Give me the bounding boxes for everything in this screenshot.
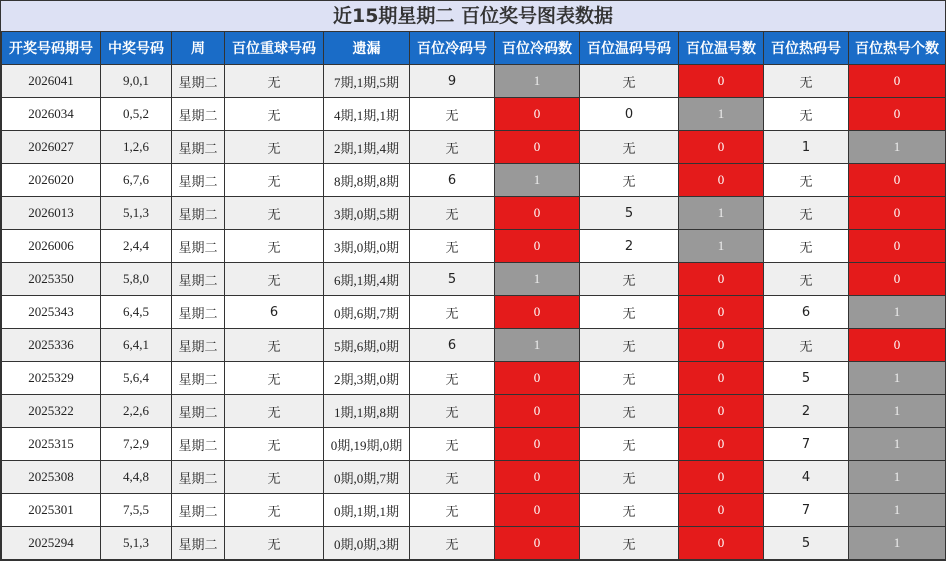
number-cell: 6,7,6 [101,164,172,197]
hot-no-cell: 5 [764,527,849,560]
header-cold-no: 百位冷码号 [410,32,495,65]
repeat-cell: 无 [225,527,324,560]
cold-no-cell: 无 [410,197,495,230]
cold-no-cell: 5 [410,263,495,296]
table-row [2,395,946,428]
repeat-cell: 无 [225,65,324,98]
number-cell: 5,8,0 [101,263,172,296]
miss-cell: 6期,1期,4期 [324,263,410,296]
hot-no-cell: 无 [764,329,849,362]
cold-count-cell: 0 [495,527,580,560]
week-cell: 星期二 [172,131,225,164]
data-table [1,32,946,560]
miss-cell: 4期,1期,1期 [324,98,410,131]
warm-no-cell: 无 [580,65,679,98]
hot-no-cell: 6 [764,296,849,329]
hot-count-cell: 1 [849,131,946,164]
hot-no-cell: 无 [764,263,849,296]
cold-no-cell: 无 [410,494,495,527]
week-cell: 星期二 [172,461,225,494]
number-cell: 1,2,6 [101,131,172,164]
warm-count-cell: 0 [679,428,764,461]
warm-count-cell: 0 [679,131,764,164]
miss-cell: 0期,6期,7期 [324,296,410,329]
hot-count-cell: 1 [849,296,946,329]
cold-count-cell: 0 [495,461,580,494]
hot-no-cell: 4 [764,461,849,494]
week-cell: 星期二 [172,362,225,395]
table-row [2,98,946,131]
warm-count-cell: 0 [679,461,764,494]
miss-cell: 8期,8期,8期 [324,164,410,197]
miss-cell: 5期,6期,0期 [324,329,410,362]
cold-count-cell: 0 [495,428,580,461]
week-cell: 星期二 [172,263,225,296]
cold-count-cell: 0 [495,395,580,428]
hot-count-cell: 0 [849,164,946,197]
issue-cell: 2026020 [2,164,101,197]
cold-count-cell: 1 [495,65,580,98]
hot-count-cell: 0 [849,197,946,230]
cold-no-cell: 无 [410,527,495,560]
repeat-cell: 无 [225,98,324,131]
number-cell: 5,1,3 [101,197,172,230]
issue-cell: 2025294 [2,527,101,560]
issue-cell: 2025336 [2,329,101,362]
week-cell: 星期二 [172,197,225,230]
table-row [2,329,946,362]
miss-cell: 0期,0期,7期 [324,461,410,494]
cold-count-cell: 0 [495,494,580,527]
cold-no-cell: 6 [410,329,495,362]
repeat-cell: 无 [225,428,324,461]
issue-cell: 2026041 [2,65,101,98]
repeat-cell: 6 [225,296,324,329]
cold-no-cell: 无 [410,296,495,329]
page-title: 近15期星期二 百位奖号图表数据 [1,1,945,32]
repeat-cell: 无 [225,164,324,197]
repeat-cell: 无 [225,494,324,527]
hot-count-cell: 1 [849,527,946,560]
week-cell: 星期二 [172,527,225,560]
hot-no-cell: 5 [764,362,849,395]
cold-count-cell: 0 [495,98,580,131]
cold-no-cell: 无 [410,395,495,428]
warm-count-cell: 0 [679,65,764,98]
number-cell: 4,4,8 [101,461,172,494]
miss-cell: 2期,3期,0期 [324,362,410,395]
number-cell: 2,2,6 [101,395,172,428]
hot-no-cell: 无 [764,197,849,230]
table-row [2,494,946,527]
warm-no-cell: 无 [580,395,679,428]
warm-count-cell: 0 [679,296,764,329]
number-cell: 7,2,9 [101,428,172,461]
hot-count-cell: 0 [849,98,946,131]
week-cell: 星期二 [172,428,225,461]
issue-cell: 2026013 [2,197,101,230]
table-row [2,527,946,560]
week-cell: 星期二 [172,98,225,131]
miss-cell: 7期,1期,5期 [324,65,410,98]
table-row [2,362,946,395]
table-row [2,296,946,329]
warm-no-cell: 2 [580,230,679,263]
hot-count-cell: 0 [849,263,946,296]
warm-count-cell: 1 [679,98,764,131]
table-header-row [2,32,946,65]
miss-cell: 3期,0期,5期 [324,197,410,230]
cold-no-cell: 无 [410,461,495,494]
issue-cell: 2026034 [2,98,101,131]
header-week: 周 [172,32,225,65]
header-repeat: 百位重球号码 [225,32,324,65]
repeat-cell: 无 [225,197,324,230]
table-row [2,65,946,98]
table-row [2,230,946,263]
number-cell: 7,5,5 [101,494,172,527]
warm-no-cell: 无 [580,461,679,494]
cold-count-cell: 1 [495,329,580,362]
repeat-cell: 无 [225,131,324,164]
cold-no-cell: 6 [410,164,495,197]
cold-no-cell: 无 [410,98,495,131]
hot-no-cell: 7 [764,494,849,527]
cold-count-cell: 0 [495,197,580,230]
issue-cell: 2025329 [2,362,101,395]
header-cold-count: 百位冷码数 [495,32,580,65]
hot-no-cell: 无 [764,164,849,197]
number-cell: 6,4,5 [101,296,172,329]
issue-cell: 2025301 [2,494,101,527]
cold-count-cell: 0 [495,296,580,329]
warm-count-cell: 0 [679,329,764,362]
header-miss: 遗漏 [324,32,410,65]
cold-count-cell: 0 [495,131,580,164]
miss-cell: 0期,1期,1期 [324,494,410,527]
hot-no-cell: 无 [764,230,849,263]
hot-no-cell: 无 [764,65,849,98]
header-hot-no: 百位热码号 [764,32,849,65]
warm-no-cell: 无 [580,362,679,395]
hot-count-cell: 0 [849,230,946,263]
issue-cell: 2025315 [2,428,101,461]
miss-cell: 2期,1期,4期 [324,131,410,164]
table-row [2,428,946,461]
hot-count-cell: 1 [849,461,946,494]
header-number: 中奖号码 [101,32,172,65]
issue-cell: 2025350 [2,263,101,296]
warm-no-cell: 无 [580,263,679,296]
warm-no-cell: 无 [580,131,679,164]
cold-no-cell: 无 [410,362,495,395]
cold-no-cell: 无 [410,230,495,263]
warm-count-cell: 0 [679,494,764,527]
repeat-cell: 无 [225,362,324,395]
warm-no-cell: 无 [580,329,679,362]
warm-count-cell: 1 [679,197,764,230]
cold-count-cell: 0 [495,230,580,263]
table-row [2,164,946,197]
miss-cell: 1期,1期,8期 [324,395,410,428]
warm-count-cell: 0 [679,527,764,560]
warm-no-cell: 5 [580,197,679,230]
issue-cell: 2025308 [2,461,101,494]
repeat-cell: 无 [225,263,324,296]
warm-no-cell: 0 [580,98,679,131]
hot-count-cell: 1 [849,494,946,527]
warm-no-cell: 无 [580,527,679,560]
hot-count-cell: 1 [849,395,946,428]
week-cell: 星期二 [172,65,225,98]
hot-no-cell: 2 [764,395,849,428]
warm-no-cell: 无 [580,494,679,527]
table-row [2,461,946,494]
cold-count-cell: 1 [495,164,580,197]
header-warm-no: 百位温码号码 [580,32,679,65]
cold-no-cell: 9 [410,65,495,98]
week-cell: 星期二 [172,296,225,329]
miss-cell: 3期,0期,0期 [324,230,410,263]
header-warm-count: 百位温号数 [679,32,764,65]
table-row [2,197,946,230]
miss-cell: 0期,19期,0期 [324,428,410,461]
table-row [2,263,946,296]
hot-count-cell: 0 [849,329,946,362]
miss-cell: 0期,0期,3期 [324,527,410,560]
number-cell: 9,0,1 [101,65,172,98]
week-cell: 星期二 [172,164,225,197]
week-cell: 星期二 [172,395,225,428]
warm-count-cell: 0 [679,395,764,428]
issue-cell: 2025322 [2,395,101,428]
issue-cell: 2025343 [2,296,101,329]
cold-count-cell: 0 [495,362,580,395]
number-cell: 0,5,2 [101,98,172,131]
cold-no-cell: 无 [410,428,495,461]
cold-count-cell: 1 [495,263,580,296]
header-issue: 开奖号码期号 [2,32,101,65]
number-cell: 2,4,4 [101,230,172,263]
hot-count-cell: 1 [849,428,946,461]
hot-no-cell: 7 [764,428,849,461]
hot-no-cell: 1 [764,131,849,164]
week-cell: 星期二 [172,494,225,527]
repeat-cell: 无 [225,230,324,263]
issue-cell: 2026027 [2,131,101,164]
hot-count-cell: 1 [849,362,946,395]
warm-count-cell: 0 [679,362,764,395]
repeat-cell: 无 [225,395,324,428]
number-cell: 5,1,3 [101,527,172,560]
number-cell: 6,4,1 [101,329,172,362]
warm-count-cell: 0 [679,263,764,296]
hot-no-cell: 无 [764,98,849,131]
repeat-cell: 无 [225,329,324,362]
header-hot-count: 百位热号个数 [849,32,946,65]
warm-count-cell: 1 [679,230,764,263]
issue-cell: 2026006 [2,230,101,263]
table-row [2,131,946,164]
number-cell: 5,6,4 [101,362,172,395]
warm-no-cell: 无 [580,164,679,197]
warm-count-cell: 0 [679,164,764,197]
week-cell: 星期二 [172,329,225,362]
cold-no-cell: 无 [410,131,495,164]
warm-no-cell: 无 [580,296,679,329]
repeat-cell: 无 [225,461,324,494]
warm-no-cell: 无 [580,428,679,461]
hot-count-cell: 0 [849,65,946,98]
week-cell: 星期二 [172,230,225,263]
